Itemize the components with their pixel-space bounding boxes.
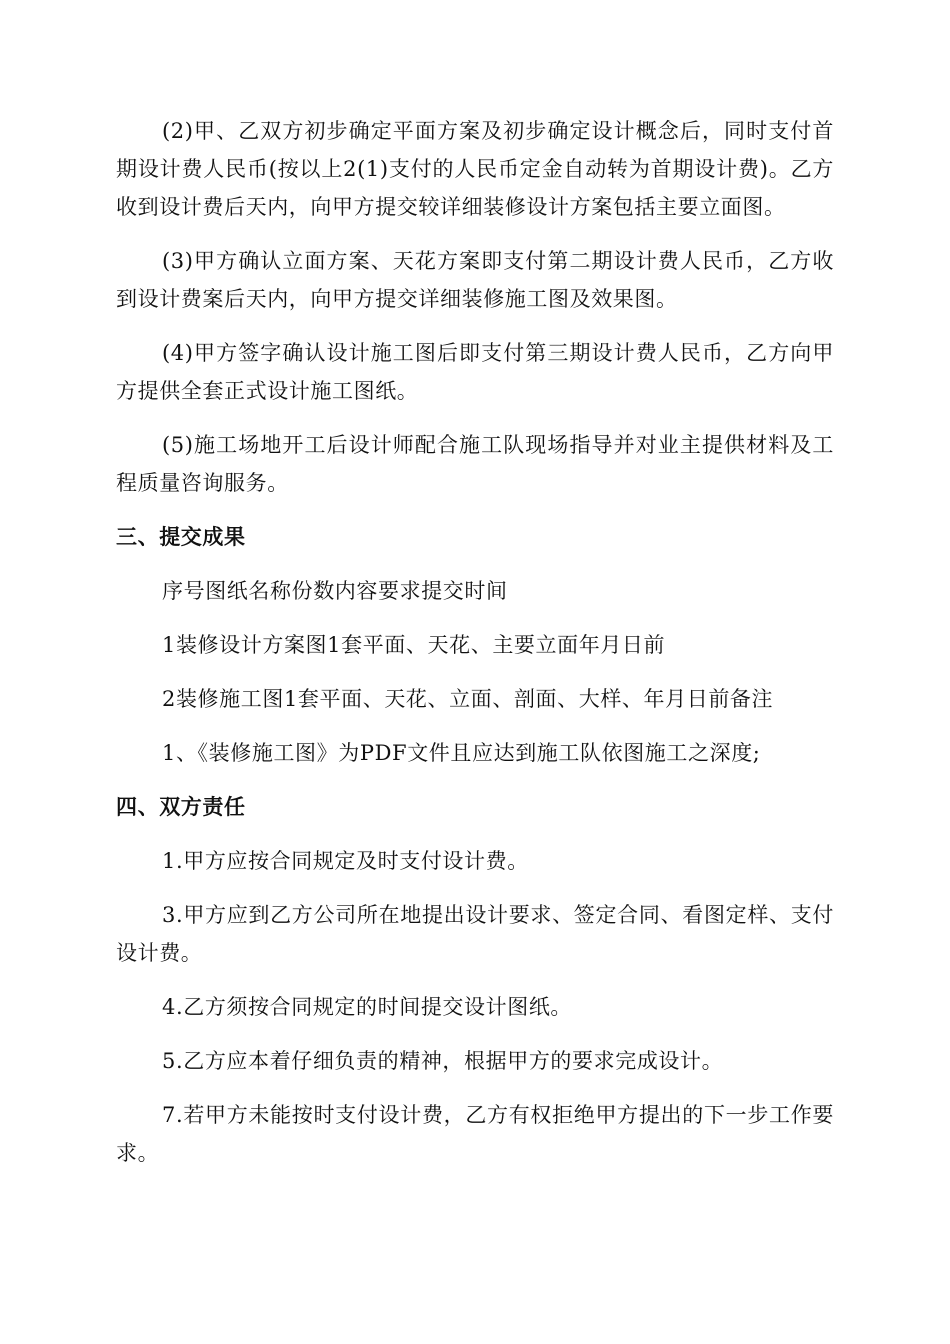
para-design-fee-phase-3: (4)甲方签字确认设计施工图后即支付第三期设计费人民币，乙方向甲方提供全套正式设计施工图纸。 bbox=[116, 341, 834, 403]
para-deliverables-header: 序号图纸名称份数内容要求提交时间 bbox=[162, 579, 508, 603]
para-design-fee-phase-2: (3)甲方确认立面方案、天花方案即支付第二期设计费人民币，乙方收到设计费案后天内，向甲方提交详细装修施工图及效果图。 bbox=[116, 249, 834, 311]
heading-responsibilities: 四、双方责任 bbox=[116, 795, 246, 819]
para-responsibility-7: 7.若甲方未能按时支付设计费，乙方有权拒绝甲方提出的下一步工作要求。 bbox=[116, 1103, 834, 1165]
para-responsibility-4: 4.乙方须按合同规定的时间提交设计图纸。 bbox=[162, 995, 573, 1019]
para-onsite-guidance: (5)施工场地开工后设计师配合施工队现场指导并对业主提供材料及工程质量咨询服务。 bbox=[116, 433, 834, 495]
para-deliverable-1: 1装修设计方案图1套平面、天花、主要立面年月日前 bbox=[162, 633, 666, 657]
para-responsibility-1: 1.甲方应按合同规定及时支付设计费。 bbox=[162, 849, 529, 873]
document-page bbox=[116, 112, 834, 1188]
para-responsibility-5: 5.乙方应本着仔细负责的精神，根据甲方的要求完成设计。 bbox=[162, 1049, 724, 1073]
para-responsibility-3: 3.甲方应到乙方公司所在地提出设计要求、签定合同、看图定样、支付设计费。 bbox=[116, 903, 834, 965]
para-deliverable-2: 2装修施工图1套平面、天花、立面、剖面、大样、年月日前备注 bbox=[162, 687, 774, 711]
para-deliverable-note: 1、《装修施工图》为PDF文件且应达到施工队依图施工之深度; bbox=[162, 741, 761, 765]
heading-deliverables: 三、提交成果 bbox=[116, 525, 246, 549]
para-design-fee-phase-1: (2)甲、乙双方初步确定平面方案及初步确定设计概念后，同时支付首期设计费人民币(按以上2(1)支付的人民币定金自动转为首期设计费)。乙方收到设计费后天内，向甲方提交较详细装修设计方案包括主要立面图。 bbox=[116, 119, 834, 219]
